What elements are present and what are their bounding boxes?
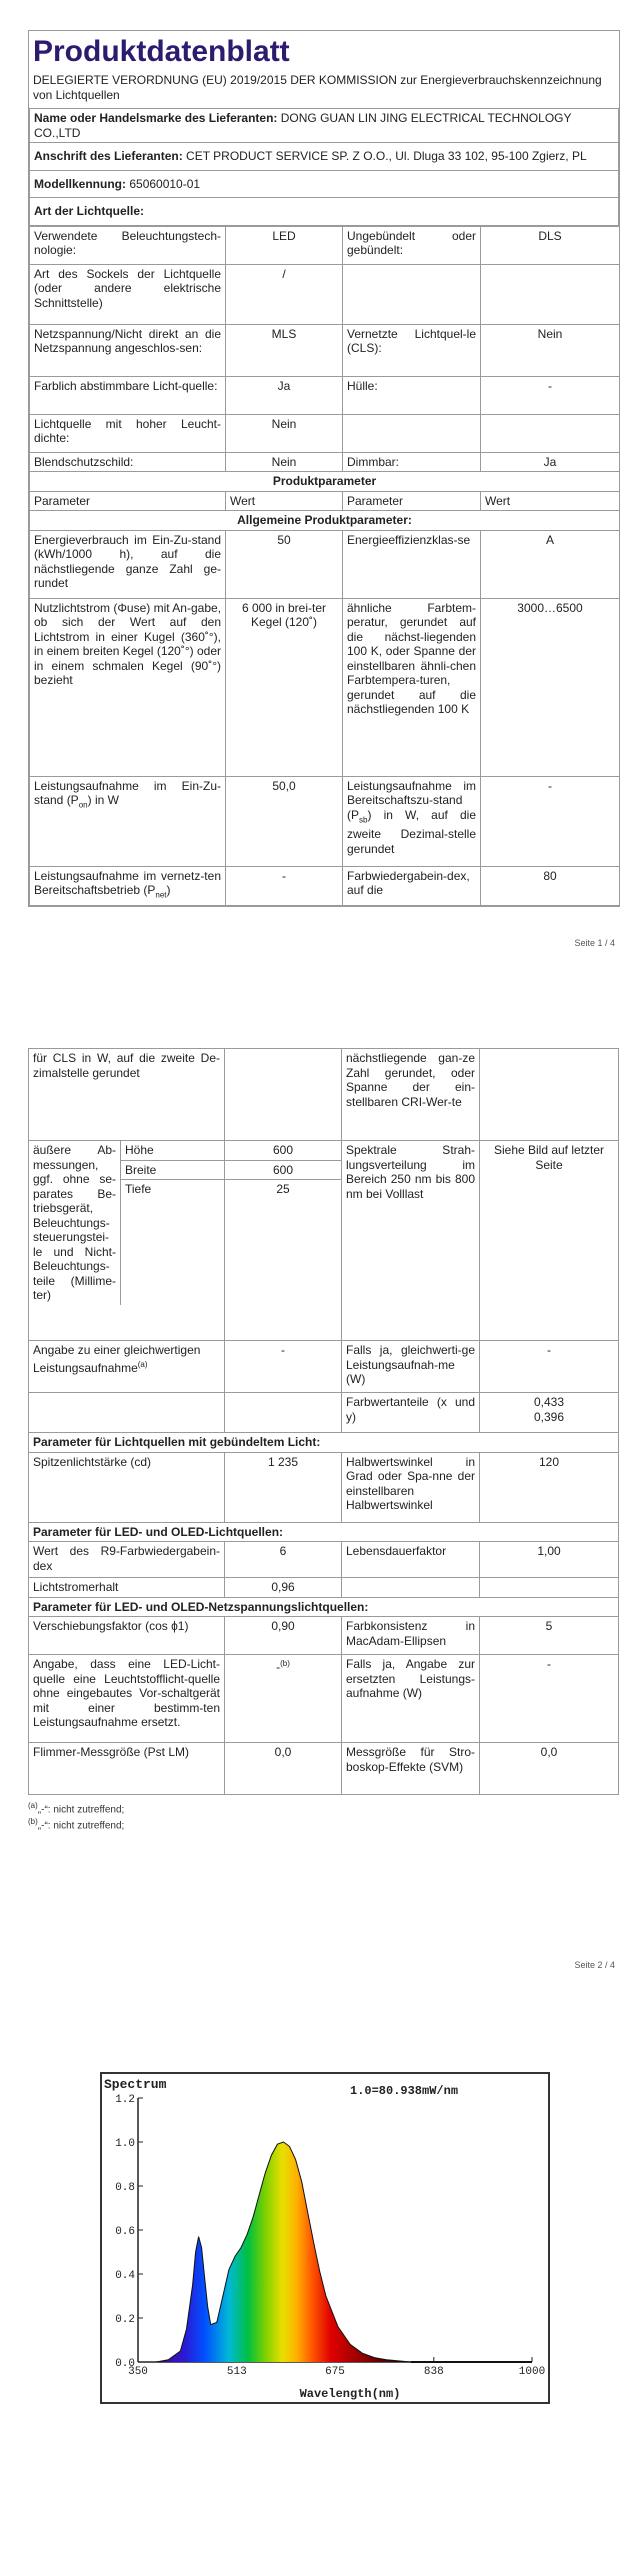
type-label: Art des Sockels der Lichtquelle (oder andere elektrische Schnittstelle) — [30, 264, 226, 324]
param-label-text: Angabe zu einer gleichwertigen Leistungsaufnahme — [33, 1343, 201, 1375]
type-value — [481, 414, 620, 452]
param-value: 0,90 — [225, 1617, 342, 1655]
type-label: Netzspannung/Nicht direkt an die Netzspannung angeschlos-sen: — [30, 324, 226, 376]
y-tick-label: 0.2 — [115, 2314, 135, 2326]
chroma-x: 0,433 — [533, 1395, 565, 1409]
address-value: CET PRODUCT SERVICE SP. Z O.O., Ul. Dluga 33 102, 95-100 Zgierz, PL — [186, 149, 587, 163]
type-value: LED — [226, 226, 343, 264]
model-row — [30, 170, 619, 198]
model-label: Modellkennung: — [34, 176, 126, 191]
mains-heading: Parameter für LED- und OLED-Netzspannungslichtquellen: — [29, 1597, 619, 1617]
param-label: Farbkonsistenz in MacAdam-Ellipsen — [342, 1617, 480, 1655]
x-axis-label: Wavelength(nm) — [299, 2387, 401, 2401]
param-value — [225, 1393, 342, 1433]
page-title: Produktdatenblatt — [33, 35, 290, 68]
table-row — [29, 1452, 619, 1522]
param-value: 6 — [225, 1542, 342, 1578]
param-value: 50 — [226, 530, 343, 598]
table-row — [30, 776, 620, 866]
param-label-text: ) in W, auf die zweite Dezimal-stelle gerundet — [347, 807, 476, 856]
param-label: Energieeffizienzklas-se — [343, 530, 481, 598]
footnote-b — [28, 1817, 618, 1831]
type-label: Verwendete Beleuchtungstech-nologie: — [30, 226, 226, 264]
dimension-name: Tiefe — [125, 1182, 152, 1196]
table-row — [29, 1617, 619, 1655]
param-value: 3000…6500 — [481, 598, 620, 776]
table-row — [30, 226, 620, 264]
param-value: A — [481, 530, 620, 598]
param-value: - — [480, 1341, 619, 1393]
type-heading: Art der Lichtquelle: — [30, 198, 619, 226]
param-label: Angabe, dass eine LED-Licht-quelle eine Leuchtstofflicht-quelle ohne eingebautes Vor-schaltgerät mit einer bestimm-ten Leistungsaufnahme ersetzt. — [29, 1655, 225, 1743]
footnote-mark: (a) — [28, 1801, 38, 1810]
type-label — [343, 264, 481, 324]
y-tick-label: 1.2 — [115, 2094, 135, 2106]
y-tick-label: 0.6 — [115, 2226, 135, 2238]
address-row — [30, 143, 619, 171]
supplier-value: DONG GUAN LIN JING ELECTRICAL TECHNOLOGY CO.,LTD — [34, 111, 572, 140]
param-value: - — [481, 776, 620, 866]
footnote-text: „-“: nicht zutreffend; — [37, 1820, 125, 1832]
product-params-heading: Produktparameter — [30, 472, 620, 492]
param-label-text: Leistungsaufnahme im vernetz-ten Bereitschaftsbetrieb (P — [34, 868, 221, 897]
page-number: Seite 1 / 4 — [574, 938, 615, 948]
spectrum-svg — [100, 2072, 550, 2404]
param-value: - — [226, 866, 343, 905]
type-value: DLS — [481, 226, 620, 264]
footnote-a — [28, 1801, 618, 1815]
y-tick-label: 1.0 — [115, 2138, 135, 2150]
param-value: - — [480, 1655, 619, 1743]
directional-heading: Parameter für Lichtquellen mit gebündeltem Licht: — [29, 1433, 619, 1453]
table-row — [30, 530, 620, 598]
param-label: Falls ja, gleichwerti-ge Leistungsaufnah-me (W) — [342, 1341, 480, 1393]
table-row — [30, 866, 620, 905]
param-label: Flimmer-Messgröße (Pst LM) — [29, 1743, 225, 1795]
param-label: Farbwertanteile (x und y) — [342, 1393, 480, 1433]
table-row — [30, 324, 620, 376]
param-label: Halbwertswinkel in Grad oder Spa-nne der einstellbaren Halbwertswinkel — [342, 1452, 480, 1522]
dimension-name: Breite — [121, 1161, 224, 1181]
address-label: Anschrift des Lieferanten: — [34, 149, 183, 163]
param-label: ähnliche Farbtem-peratur, gerundet auf die nächst-liegenden 100 K, oder Spanne der einstellbaren ähnli-chen Farbtempera-turen, gerundet auf die nächstliegenden 100 K — [343, 598, 481, 776]
x-tick-label: 513 — [226, 2366, 247, 2378]
footnote-ref: (a) — [137, 1359, 148, 1369]
param-value: 80 — [481, 866, 620, 905]
param-label — [342, 1578, 480, 1598]
table-row — [30, 414, 620, 452]
param-label-text: ) in W — [87, 793, 119, 807]
supplier-label: Name oder Handelsmarke des Lieferanten: — [34, 111, 278, 125]
type-value: Nein — [481, 324, 620, 376]
dimension-name: Höhe — [121, 1141, 224, 1161]
type-value: / — [226, 264, 343, 324]
type-value: MLS — [226, 324, 343, 376]
regulation-text: DELEGIERTE VERORDNUNG (EU) 2019/2015 DER KOMMISSION zur Energieverbrauchskennzeichnung von Lichtquellen — [33, 73, 602, 102]
param-label: Verschiebungsfaktor (cos ϕ1) — [29, 1617, 225, 1655]
y-tick-label: 0.8 — [115, 2182, 135, 2194]
param-label: Spitzenlichtstärke (cd) — [29, 1452, 225, 1522]
x-tick-label: 675 — [325, 2366, 345, 2378]
param-label-text: ) — [166, 883, 171, 897]
column-header: Parameter — [343, 491, 481, 511]
footnote-text: „-“: nicht zutreffend; — [37, 1804, 125, 1816]
param-value-text: - — [276, 1660, 281, 1674]
param-value — [480, 1393, 619, 1433]
param-label: Messgröße für Stro-boskop-Effekte (SVM) — [342, 1743, 480, 1795]
param-label-sub: net — [155, 890, 167, 900]
param-label: Lichtstromerhalt — [29, 1578, 225, 1598]
footnote-mark: (b) — [28, 1817, 38, 1827]
dimension-value: 600 — [225, 1141, 341, 1161]
param-label-text: Leistungsaufnahme im Ein-Zu-stand (P — [34, 778, 221, 807]
type-label: Farblich abstimmbare Licht-quelle: — [30, 376, 226, 414]
type-value: Ja — [481, 452, 620, 472]
page-number: Seite 2 / 4 — [574, 1960, 615, 1970]
x-tick-label: 350 — [128, 2366, 148, 2378]
type-value: Nein — [226, 414, 343, 452]
dimensions-cell — [29, 1141, 225, 1341]
param-label-sub: sb — [359, 814, 368, 824]
type-table — [29, 226, 620, 906]
param-value — [480, 1049, 619, 1141]
table-row — [29, 1393, 619, 1433]
type-value: Nein — [226, 452, 343, 472]
param-value: 120 — [480, 1452, 619, 1522]
param-value: Siehe Bild auf letzter Seite — [480, 1141, 619, 1341]
type-label: Lichtquelle mit hoher Leucht-dichte: — [30, 414, 226, 452]
model-value: 65060010-01 — [129, 176, 201, 191]
param-value: - — [225, 1341, 342, 1393]
param-value — [480, 1578, 619, 1598]
type-label: Ungebündelt oder gebündelt: — [343, 226, 481, 264]
table-row — [29, 1578, 619, 1598]
table-row — [29, 1542, 619, 1578]
param-label — [30, 866, 226, 905]
param-label-text: Leistungsaufnahme im Bereitschaftszu-stand (P — [347, 778, 476, 822]
dimension-value: 600 — [225, 1161, 341, 1181]
supplier-table — [29, 108, 619, 226]
chart-annotation: 1.0=80.938mW/nm — [350, 2084, 459, 2098]
param-value: 6 000 in brei-ter Kegel (120˚) — [226, 598, 343, 776]
footnote-ref: (b) — [280, 1659, 290, 1668]
param-label: Farbwiedergabein-dex, auf die — [343, 866, 481, 905]
dimensions-label: äußere Ab-messungen, ggf. ohne se-parates Be-triebsgerät, Beleuchtungs-steuerungstei-le und Nicht-Beleuchtungs-teile (Millime-ter) — [29, 1141, 121, 1305]
param-value: 0,0 — [225, 1743, 342, 1795]
param-value: 0,0 — [480, 1743, 619, 1795]
param-value — [225, 1655, 342, 1743]
table-row — [29, 1341, 619, 1393]
param-label: Nutzlichtstrom (Φuse) mit An-gabe, ob sich der Wert auf den Lichtstrom in einer Kugel (360˚°), in einem breiten Kegel (120˚°) oder in einem schmalen Kegel (90˚°) bezieht — [30, 598, 226, 776]
param-label: für CLS in W, auf die zweite De-zimalstelle gerundet — [29, 1049, 225, 1141]
type-label: Vernetzte Lichtquel-le (CLS): — [343, 324, 481, 376]
param-label: Falls ja, Angabe zur ersetzten Leistungs-aufnahme (W) — [342, 1655, 480, 1743]
param-value: 1 235 — [225, 1452, 342, 1522]
table-header-row — [30, 491, 620, 511]
dimensions-values — [225, 1141, 342, 1341]
params-table-continued — [28, 1048, 619, 1795]
type-label — [343, 414, 481, 452]
param-label: Wert des R9-Farbwiedergabein-dex — [29, 1542, 225, 1578]
param-value: 1,00 — [480, 1542, 619, 1578]
table-row — [29, 1655, 619, 1743]
column-header: Wert — [481, 491, 620, 511]
param-label — [29, 1393, 225, 1433]
param-label — [29, 1341, 225, 1393]
param-label: Spektrale Strah-lungsverteilung im Bereich 250 nm bis 800 nm bei Volllast — [342, 1141, 480, 1341]
type-value — [481, 264, 620, 324]
column-header: Parameter — [30, 491, 226, 511]
param-value: 5 — [480, 1617, 619, 1655]
chart-title: Spectrum — [104, 2077, 167, 2092]
table-row — [30, 452, 620, 472]
type-value: - — [481, 376, 620, 414]
param-label — [343, 776, 481, 866]
table-row — [30, 598, 620, 776]
param-label: Lebensdauerfaktor — [342, 1542, 480, 1578]
param-value: 50,0 — [226, 776, 343, 866]
page-1 — [28, 30, 620, 907]
type-value: Ja — [226, 376, 343, 414]
x-tick-label: 838 — [423, 2366, 444, 2378]
table-row — [29, 1141, 619, 1341]
type-label: Hülle: — [343, 376, 481, 414]
x-tick-label: 1000 — [518, 2366, 546, 2378]
param-label — [30, 776, 226, 866]
column-header: Wert — [226, 491, 343, 511]
type-label: Dimmbar: — [343, 452, 481, 472]
supplier-row — [30, 109, 619, 143]
y-tick-label: 0.4 — [115, 2270, 135, 2282]
y-tick-label: 0.0 — [115, 2358, 135, 2370]
chroma-y: 0,396 — [533, 1409, 565, 1424]
general-params-heading: Allgemeine Produktparameter: — [30, 511, 620, 531]
table-row — [29, 1049, 619, 1141]
dimension-value: 25 — [276, 1182, 290, 1196]
table-row — [30, 264, 620, 324]
param-value: 0,96 — [225, 1578, 342, 1598]
table-row — [30, 376, 620, 414]
type-label: Blendschutzschild: — [30, 452, 226, 472]
led-heading: Parameter für LED- und OLED-Lichtquellen: — [29, 1522, 619, 1542]
spectrum-chart — [100, 2072, 550, 2404]
param-label: Energieverbrauch im Ein-Zu-stand (kWh/1000 h), auf die nächstliegende ganze Zahl ge-rundet — [30, 530, 226, 598]
param-label-sub: on — [78, 800, 88, 810]
page-2 — [28, 1048, 618, 1834]
table-row — [29, 1743, 619, 1795]
param-label: nächstliegende gan-ze Zahl gerundet, oder Spanne der ein-stellbaren CRI-Wer-te — [342, 1049, 480, 1141]
param-value — [225, 1049, 342, 1141]
